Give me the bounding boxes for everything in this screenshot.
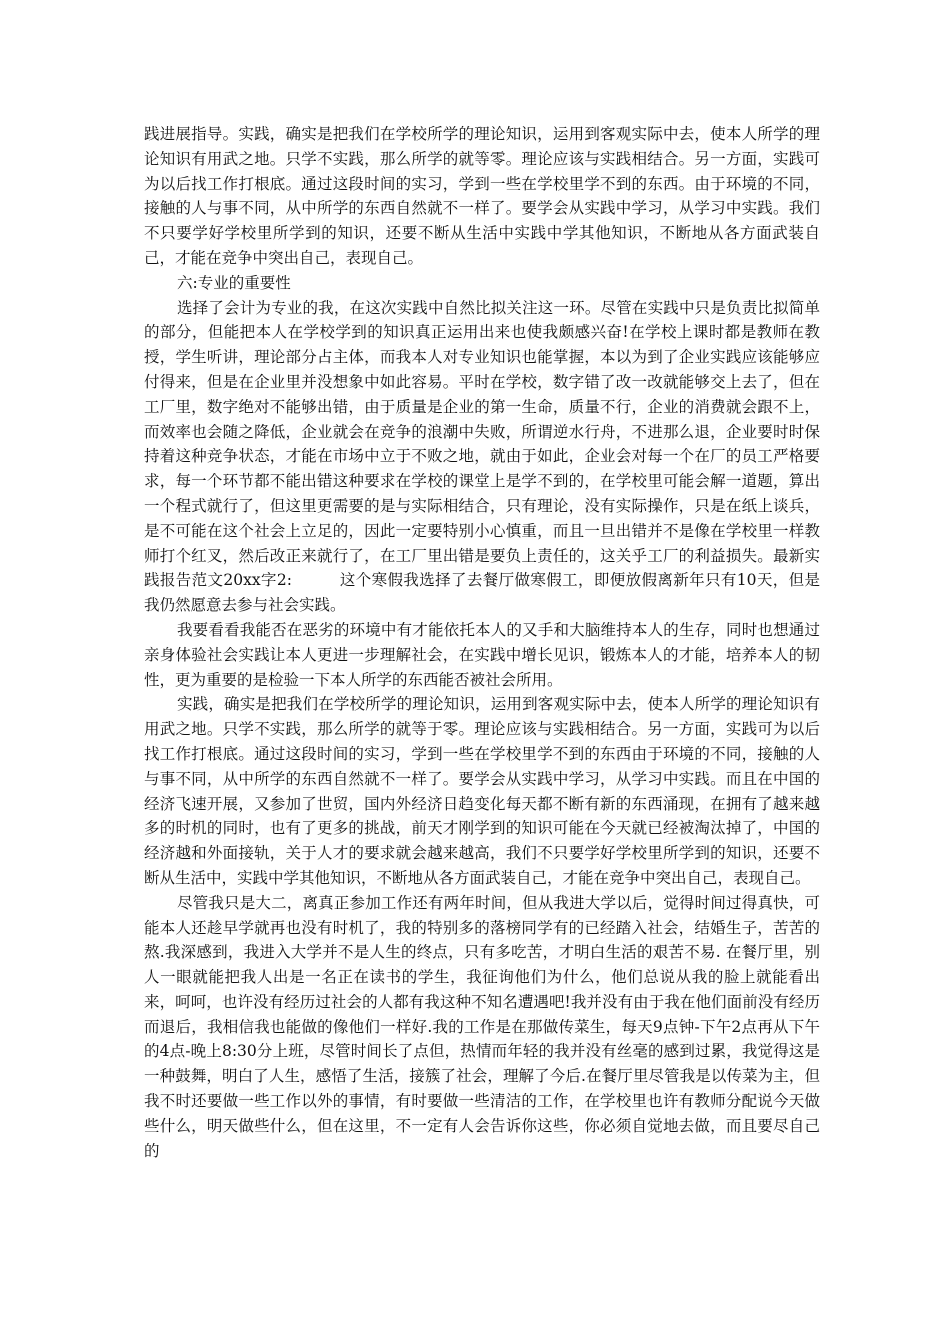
document-body <box>144 122 820 1163</box>
body-paragraph: 选择了会计为专业的我，在这次实践中自然比拟关注这一环。尽管在实践中只是负责比拟简单的部分，但能把本人在学校学到的知识真正运用出来也使我颇感兴奋!在学校上课时都是教师在教授，学生听讲，理论部分占主体，而我本人对专业知识也能掌握，本以为到了企业实践应该能够应付得来，但是在企业里并没想象中如此容易。平时在学校，数字错了改一改就能够交上去了，但在工厂里，数字绝对不能够出错，由于质量是企业的第一生命，质量不行，企业的消费就会跟不上，而效率也会随之降低，企业就会在竞争的浪潮中失败，所谓逆水行舟，不进那么退，企业要时时保持着这种竞争状态，才能在市场中立于不败之地，就由于如此，企业会对每一个在厂的员工严格要求，每一个环节都不能出错这种要求在学校的课堂上是学不到的，在学校里可能会解一道题，算出一个程式就行了，但这里更需要的是与实际相结合，只有理论，没有实际操作，只是在纸上谈兵，是不可能在这个社会上立足的，因此一定要特别小心慎重，而且一旦出错并不是像在学校里一样教师打个红叉，然后改正来就行了，在工厂里出错是要负上责任的，这关乎工厂的利益损失。最新实践报告范文20xx字2: 这个寒假我选择了去餐厅做寒假工，即便放假离新年只有10天，但是我仍然愿意去参与社会实践。 <box>144 298 820 615</box>
body-paragraph: 我要看看我能否在恶劣的环境中有才能依托本人的又手和大脑维持本人的生存，同时也想通过亲身体验社会实践让本人更进一步理解社会，在实践中增长见识，锻炼本人的才能，培养本人的韧性，更为重要的是检验一下本人所学的东西能否被社会所用。 <box>144 620 820 689</box>
body-paragraph: 践进展指导。实践，确实是把我们在学校所学的理论知识，运用到客观实际中去，使本人所学的理论知识有用武之地。只学不实践，那么所学的就等零。理论应该与实践相结合。另一方面，实践可为以后找工作打根底。通过这段时间的实习，学到一些在学校里学不到的东西。由于环境的不同，接触的人与事不同，从中所学的东西自然就不一样了。要学会从实践中学习，从学习中实践。我们不只要学好学校里所学到的知识，还要不断从生活中实践中学其他知识，不断地从各方面武装自己，才能在竞争中突出自己，表现自己。 <box>144 125 820 267</box>
body-paragraph: 尽管我只是大二，离真正参加工作还有两年时间，但从我进大学以后，觉得时间过得真快，可能本人还趁早学就再也没有时机了，我的特别多的落榜同学有的已经踏入社会，结婚生子，苦苦的熬.我深感到，我进入大学并不是人生的终点，只有多吃苦，才明白生活的艰苦不易. 在餐厅里，别人一眼就能把我人出是一名正在读书的学生，我征询他们为什么，他们总说从我的脸上就能看出来，呵呵，也许没有经历过社会的人都有我这种不知名遭遇吧!我并没有由于我在他们面前没有经历而退后，我相信我也能做的像他们一样好.我的工作是在那做传菜生，每天9点钟-下午2点再从下午的4点-晚上8:30分上班，尽管时间长了点但，热情而年轻的我并没有丝毫的感到过累，我觉得这是一种鼓舞，明白了人生，感悟了生活，接簇了社会，理解了今后.在餐厅里尽管我是以传菜为主，但我不时还要做一些工作以外的事情，有时要做一些清洁的工作，在学校里也许有教师分配说今天做些什么，明天做些什么，但在这里，不一定有人会告诉你这些，你必须自觉地去做，而且要尽自己的 <box>144 893 820 1160</box>
body-paragraph: 实践，确实是把我们在学校所学的理论知识，运用到客观实际中去，使本人所学的理论知识有用武之地。只学不实践，那么所学的就等于零。理论应该与实践相结合。另一方面，实践可为以后找工作打根底。通过这段时间的实习，学到一些在学校里学不到的东西由于环境的不同，接触的人与事不同，从中所学的东西自然就不一样了。要学会从实践中学习，从学习中实践。而且在中国的经济飞速开展，又参加了世贸，国内外经济日趋变化每天都不断有新的东西涌现，在拥有了越来越多的时机的同时，也有了更多的挑战，前天才刚学到的知识可能在今天就已经被淘汰掉了，中国的经济越和外面接轨，关于人才的要求就会越来越高，我们不只要学好学校里所学到的知识，还要不断从生活中，实践中学其他知识，不断地从各方面武装自己，才能在竞争中突出自己，表现自己。 <box>144 695 820 887</box>
section-heading: 六:专业的重要性 <box>177 273 291 292</box>
